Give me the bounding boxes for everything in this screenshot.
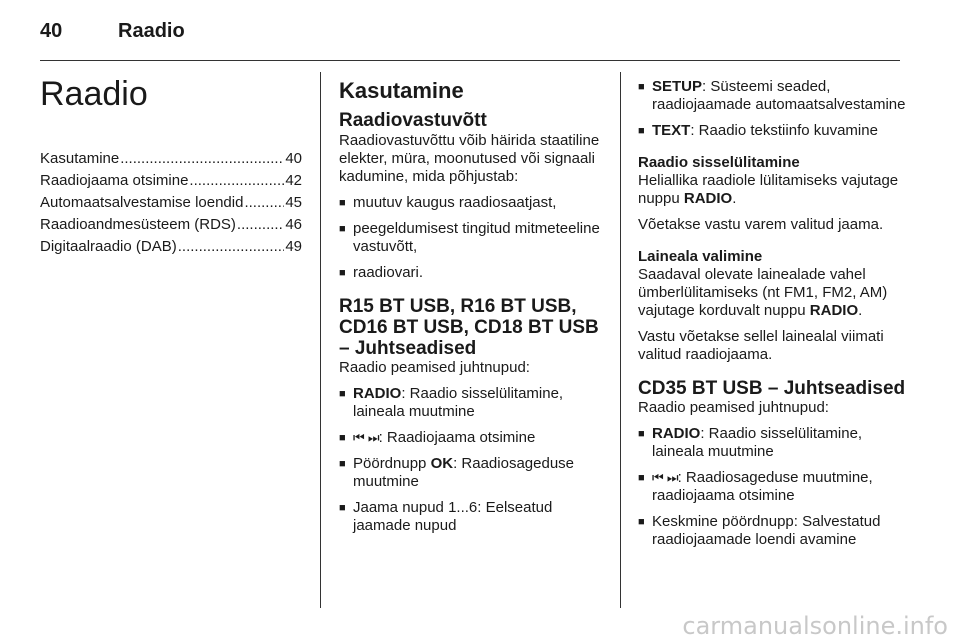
list-item-text: : Raadiojaama otsimine <box>378 429 536 446</box>
page-number: 40 <box>40 20 63 42</box>
list-item: ■ muutuv kaugus raadiosaatjast, <box>339 194 602 212</box>
toc-leader <box>244 194 284 212</box>
list-item-text: : Raadiosageduse muutmine, raadiojaama otsimine <box>652 469 873 504</box>
radio-key: RADIO <box>652 425 701 442</box>
toc-entry-page: 45 <box>285 194 302 211</box>
band-note: Vastu võetakse sellel lainealal viimati valitud raadiojaama. <box>638 328 884 363</box>
list-item <box>339 385 602 421</box>
toc-entry[interactable] <box>40 172 302 190</box>
skip-forward-icon: ⏭ <box>666 470 678 485</box>
switch-on-text <box>638 172 906 208</box>
skip-back-icon: ⏮ <box>353 430 364 445</box>
toc-leader <box>237 216 284 234</box>
list-item <box>638 122 906 140</box>
setup-key: SETUP <box>652 78 703 95</box>
controls-intro: Raadio peamised juhtnupud: <box>339 359 530 376</box>
toc-entry[interactable] <box>40 216 302 234</box>
header-rule <box>40 60 900 61</box>
controls-list-continued <box>638 78 906 140</box>
list-item-text: : Raadio sisselülitamine, laineala muutmine <box>652 425 863 460</box>
interference-list <box>339 194 602 282</box>
list-item <box>339 429 602 447</box>
toc-entry[interactable] <box>40 238 302 256</box>
content-column-2 <box>339 72 602 543</box>
watermark: carmanualsonline.info <box>682 612 948 640</box>
toc-leader <box>189 172 284 190</box>
chapter-title: Raadio <box>40 75 148 113</box>
list-item-text: : Raadiosageduse muutmine <box>353 455 575 490</box>
toc-leader <box>120 150 284 168</box>
list-item-text: Pöördnupp <box>353 455 431 472</box>
toc-entry-label: Raadiojaama otsimine <box>40 172 189 189</box>
heading-band: Laineala valimine <box>638 248 763 265</box>
toc-entry-label: Digitaalraadio (DAB) <box>40 238 177 255</box>
radio-key: RADIO <box>683 190 733 207</box>
toc-leader <box>178 238 285 256</box>
text-span: . <box>858 302 863 319</box>
content-column-3 <box>638 72 906 557</box>
radio-key: RADIO <box>809 302 859 319</box>
text-key: TEXT <box>652 122 691 139</box>
list-item <box>339 455 602 491</box>
text-span: . <box>732 190 737 207</box>
cd35-controls-list <box>638 425 906 549</box>
running-title: Raadio <box>118 20 185 42</box>
toc-column <box>40 72 302 260</box>
controls-list <box>339 385 602 535</box>
radio-key: RADIO <box>353 385 402 402</box>
column-divider-1 <box>320 72 321 608</box>
toc-entry[interactable] <box>40 150 302 168</box>
skip-forward-icon: ⏭ <box>367 430 379 445</box>
toc-entry-page: 40 <box>285 150 302 167</box>
list-item: ■ Jaama nupud 1...6: Eelseatud jaamade nupud <box>339 499 602 535</box>
switch-on-note: Võetakse vastu varem valitud jaama. <box>638 216 884 233</box>
text-span: Heliallika raadiole lülitamiseks vajutage nuppu <box>638 172 899 207</box>
ok-key: OK <box>430 455 454 472</box>
toc-entry[interactable] <box>40 194 302 212</box>
list-item: ■ Keskmine pöördnupp: Salvestatud raadiojaamade loendi avamine <box>638 513 906 549</box>
list-item-text: : Raadio tekstiinfo kuvamine <box>690 122 878 139</box>
list-item: ■ raadiovari. <box>339 264 602 282</box>
heading-cd35: CD35 BT USB – Juhtseadised <box>638 378 906 399</box>
toc-entry-page: 49 <box>285 238 302 255</box>
skip-back-icon: ⏮ <box>652 470 663 485</box>
toc-list <box>40 150 302 256</box>
list-item <box>638 469 906 505</box>
list-item-text: : Raadio sisselülitamine, laineala muutmine <box>353 385 564 420</box>
subsection-heading-reception: Raadiovastuvõtt <box>339 110 487 131</box>
toc-entry-label: Kasutamine <box>40 150 120 167</box>
column-divider-2 <box>620 72 621 608</box>
text-span: Saadaval olevate lainealade vahel ümberlülitamiseks (nt FM1, FM2, AM) vajutage korduvalt nuppu <box>638 266 888 319</box>
toc-entry-page: 46 <box>285 216 302 233</box>
list-item <box>638 425 906 461</box>
toc-entry-label: Raadioandmesüsteem (RDS) <box>40 216 236 233</box>
cd35-intro: Raadio peamised juhtnupud: <box>638 399 829 416</box>
list-item: ■ peegeldumisest tingitud mitmeteeline vastuvõtt, <box>339 220 602 256</box>
toc-entry-page: 42 <box>285 172 302 189</box>
section-title: Kasutamine <box>339 78 464 103</box>
subsection-heading-controls: R15 BT USB, R16 BT USB, CD16 BT USB, CD18 BT USB – Juhtseadised <box>339 296 599 359</box>
heading-switch-on: Raadio sisselülitamine <box>638 154 800 171</box>
band-text <box>638 266 906 320</box>
list-item-text: : Süsteemi seaded, raadiojaamade automaatsalvestamine <box>652 78 906 113</box>
list-item <box>638 78 906 114</box>
reception-text: Raadiovastuvõttu võib häirida staatiline elekter, müra, moonutused või signaali kadumine, mida põhjustab: <box>339 132 600 185</box>
toc-entry-label: Automaatsalvestamise loendid <box>40 194 244 211</box>
